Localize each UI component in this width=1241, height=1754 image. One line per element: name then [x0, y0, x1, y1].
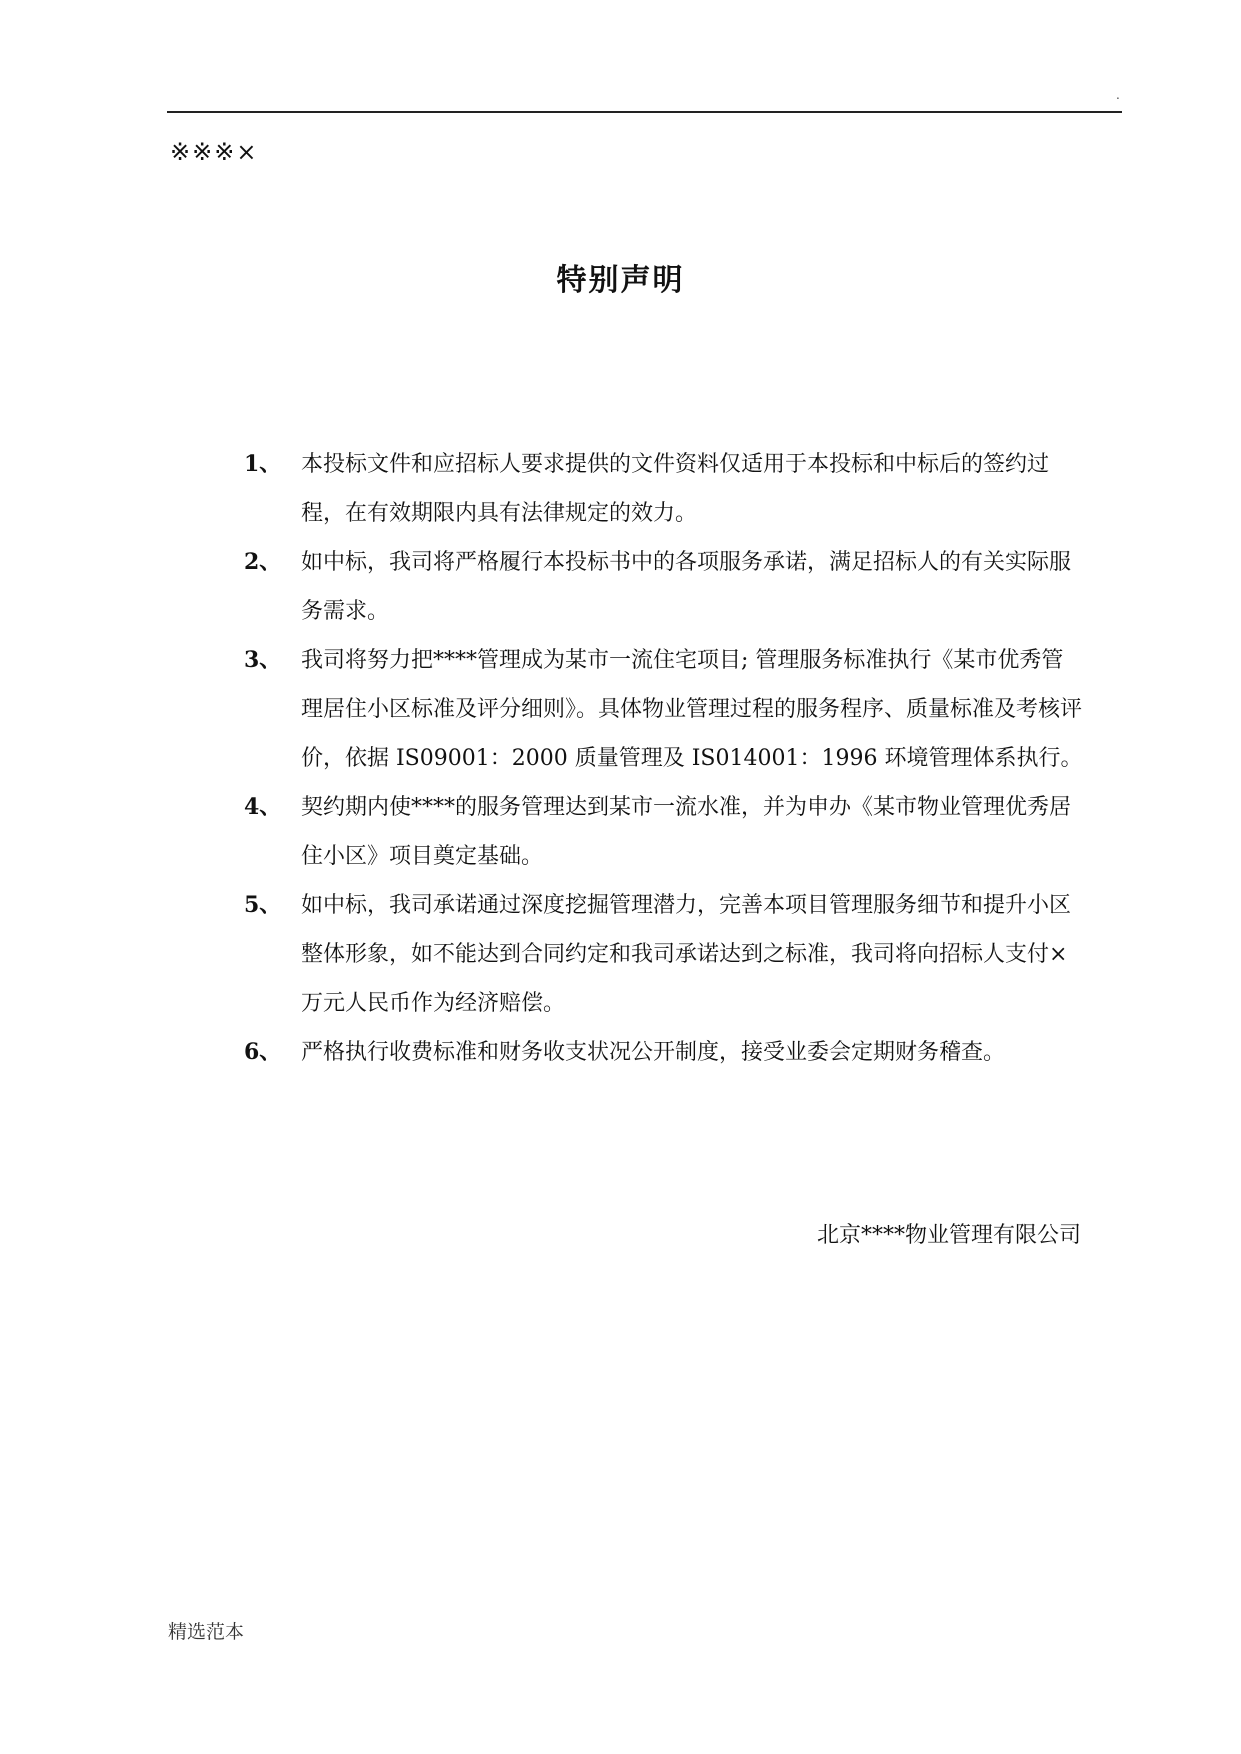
item-text: 契约期内使****的服务管理达到某市一流水准，并为申办《某市物业管理优秀居住小区》项目奠定基础。	[301, 795, 1072, 869]
list-item	[244, 881, 1084, 1028]
item-number: 5、	[244, 892, 282, 918]
item-text: 严格执行收费标准和财务收支状况公开制度，接受业委会定期财务稽查。	[301, 1040, 1006, 1065]
page-title: 特别声明	[556, 263, 685, 298]
header-rule	[167, 111, 1122, 113]
item-text: 我司将努力把****管理成为某市一流住宅项目; 管理服务标准执行《某市优秀管理居住小区标准及评分细则》。具体物业管理过程的服务程序、质量标准及考核评价，依据 IS09001：2000 质量管理及 IS014001：1996 环境管理体系执行。	[301, 648, 1083, 771]
header-mark: ※※※×	[170, 138, 259, 166]
list-item	[244, 1028, 1084, 1077]
statement-list	[244, 440, 1084, 1077]
list-item	[244, 783, 1084, 881]
list-item	[244, 538, 1084, 636]
list-item	[244, 440, 1084, 538]
item-text: 本投标文件和应招标人要求提供的文件资料仅适用于本投标和中标后的签约过程，在有效期限内具有法律规定的效力。	[301, 452, 1050, 526]
company-signature: 北京****物业管理有限公司	[816, 1223, 1081, 1248]
page-footer: 精选范本	[168, 1621, 245, 1643]
item-number: 1、	[244, 451, 282, 477]
item-number: 6、	[244, 1039, 282, 1065]
item-number: 2、	[244, 549, 282, 575]
item-number: 3、	[244, 647, 282, 673]
list-item	[244, 636, 1084, 783]
header-dot: .	[1116, 88, 1120, 102]
item-number: 4、	[244, 794, 282, 820]
item-text: 如中标，我司承诺通过深度挖掘管理潜力，完善本项目管理服务细节和提升小区整体形象，如不能达到合同约定和我司承诺达到之标准，我司将向招标人支付×万元人民币作为经济赔偿。	[301, 893, 1072, 1016]
item-text: 如中标，我司将严格履行本投标书中的各项服务承诺，满足招标人的有关实际服务需求。	[301, 550, 1072, 624]
